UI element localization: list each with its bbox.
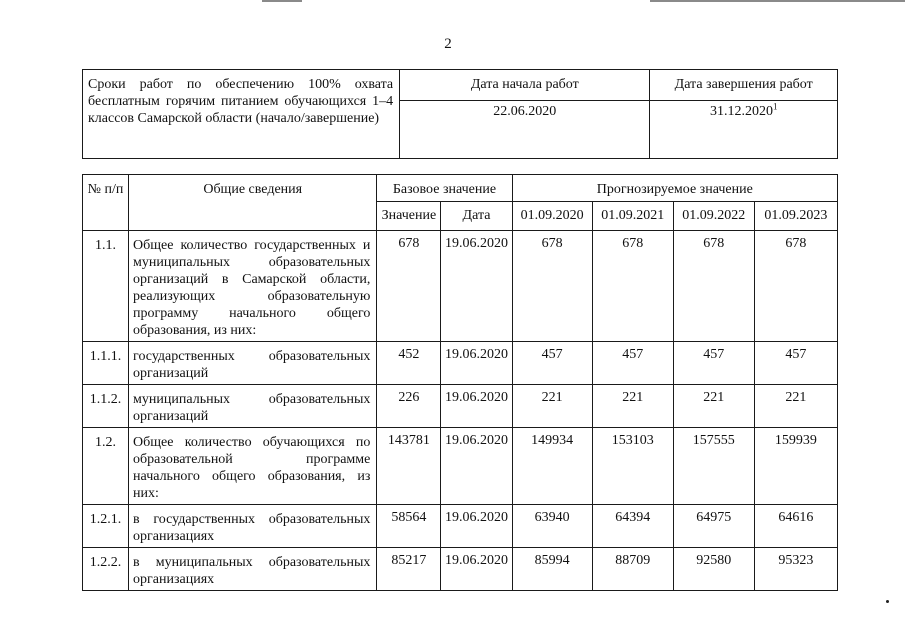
header-date: Дата	[441, 202, 512, 231]
row-forecast-2023: 95323	[754, 548, 837, 591]
row-base-date: 19.06.2020	[441, 548, 512, 591]
header-general: Общие сведения	[129, 175, 377, 231]
header-num: № п/п	[83, 175, 129, 231]
header-year-2023: 01.09.2023	[754, 202, 837, 231]
start-date-header: Дата начала работ	[400, 70, 649, 101]
scan-artifact-right	[650, 0, 905, 2]
row-base-date: 19.06.2020	[441, 428, 512, 505]
row-desc: муниципальных образовательных организаций	[129, 385, 377, 428]
row-desc: в муниципальных образовательных организациях	[129, 548, 377, 591]
table-row	[83, 505, 838, 548]
end-date-cell	[650, 70, 838, 159]
header-year-2022: 01.09.2022	[673, 202, 754, 231]
row-forecast-2021: 221	[592, 385, 673, 428]
header-forecast: Прогнозируемое значение	[512, 175, 837, 202]
end-date-value	[650, 101, 837, 121]
row-num: 1.2.1.	[83, 505, 129, 548]
scan-speck	[886, 600, 889, 603]
start-date-cell	[400, 70, 650, 159]
row-base-value: 85217	[377, 548, 441, 591]
row-desc: Общее количество государственных и муниципальных образовательных организаций в Самарской области, реализующих образовательную программу начального общего образования, из них:	[129, 231, 377, 342]
row-base-date: 19.06.2020	[441, 385, 512, 428]
row-base-value: 678	[377, 231, 441, 342]
row-forecast-2021: 678	[592, 231, 673, 342]
table-row	[83, 428, 838, 505]
end-date-header: Дата завершения работ	[650, 70, 837, 101]
table-row	[83, 342, 838, 385]
row-forecast-2022: 678	[673, 231, 754, 342]
header-base: Базовое значение	[377, 175, 512, 202]
row-forecast-2022: 157555	[673, 428, 754, 505]
row-forecast-2020: 85994	[512, 548, 592, 591]
row-forecast-2020: 221	[512, 385, 592, 428]
scan-artifact-left	[262, 0, 302, 2]
page-number: 2	[444, 36, 452, 52]
row-forecast-2020: 149934	[512, 428, 592, 505]
row-desc: государственных образовательных организаций	[129, 342, 377, 385]
row-forecast-2022: 64975	[673, 505, 754, 548]
row-forecast-2020: 678	[512, 231, 592, 342]
row-base-value: 226	[377, 385, 441, 428]
row-base-value: 58564	[377, 505, 441, 548]
row-desc: в государственных образовательных организациях	[129, 505, 377, 548]
header-year-2021: 01.09.2021	[592, 202, 673, 231]
row-forecast-2021: 153103	[592, 428, 673, 505]
row-desc: Общее количество обучающихся по образовательной программе начального общего образования, из них:	[129, 428, 377, 505]
row-forecast-2022: 92580	[673, 548, 754, 591]
end-date-footnote: 1	[772, 101, 778, 112]
row-base-value: 452	[377, 342, 441, 385]
row-forecast-2021: 88709	[592, 548, 673, 591]
row-forecast-2020: 63940	[512, 505, 592, 548]
row-num: 1.1.	[83, 231, 129, 342]
row-base-date: 19.06.2020	[441, 505, 512, 548]
indicators-table	[82, 174, 838, 591]
row-num: 1.2.2.	[83, 548, 129, 591]
row-forecast-2023: 159939	[754, 428, 837, 505]
row-forecast-2023: 457	[754, 342, 837, 385]
row-forecast-2023: 678	[754, 231, 837, 342]
row-num: 1.2.	[83, 428, 129, 505]
row-forecast-2022: 457	[673, 342, 754, 385]
table-row	[83, 385, 838, 428]
deadlines-label: Сроки работ по обеспечению 100% охвата бесплатным горячим питанием обучающихся 1–4 классов Самарской области (начало/завершение)	[83, 70, 400, 159]
row-num: 1.1.2.	[83, 385, 129, 428]
table-row	[83, 548, 838, 591]
end-date-text: 31.12.2020	[709, 104, 773, 119]
row-base-date: 19.06.2020	[441, 342, 512, 385]
row-base-value: 143781	[377, 428, 441, 505]
row-forecast-2020: 457	[512, 342, 592, 385]
row-forecast-2022: 221	[673, 385, 754, 428]
row-forecast-2023: 64616	[754, 505, 837, 548]
row-num: 1.1.1.	[83, 342, 129, 385]
row-forecast-2023: 221	[754, 385, 837, 428]
deadlines-table	[82, 69, 838, 159]
header-value: Значение	[377, 202, 441, 231]
row-forecast-2021: 457	[592, 342, 673, 385]
table-row	[83, 231, 838, 342]
start-date-value: 22.06.2020	[493, 104, 557, 119]
row-forecast-2021: 64394	[592, 505, 673, 548]
header-year-2020: 01.09.2020	[512, 202, 592, 231]
row-base-date: 19.06.2020	[441, 231, 512, 342]
